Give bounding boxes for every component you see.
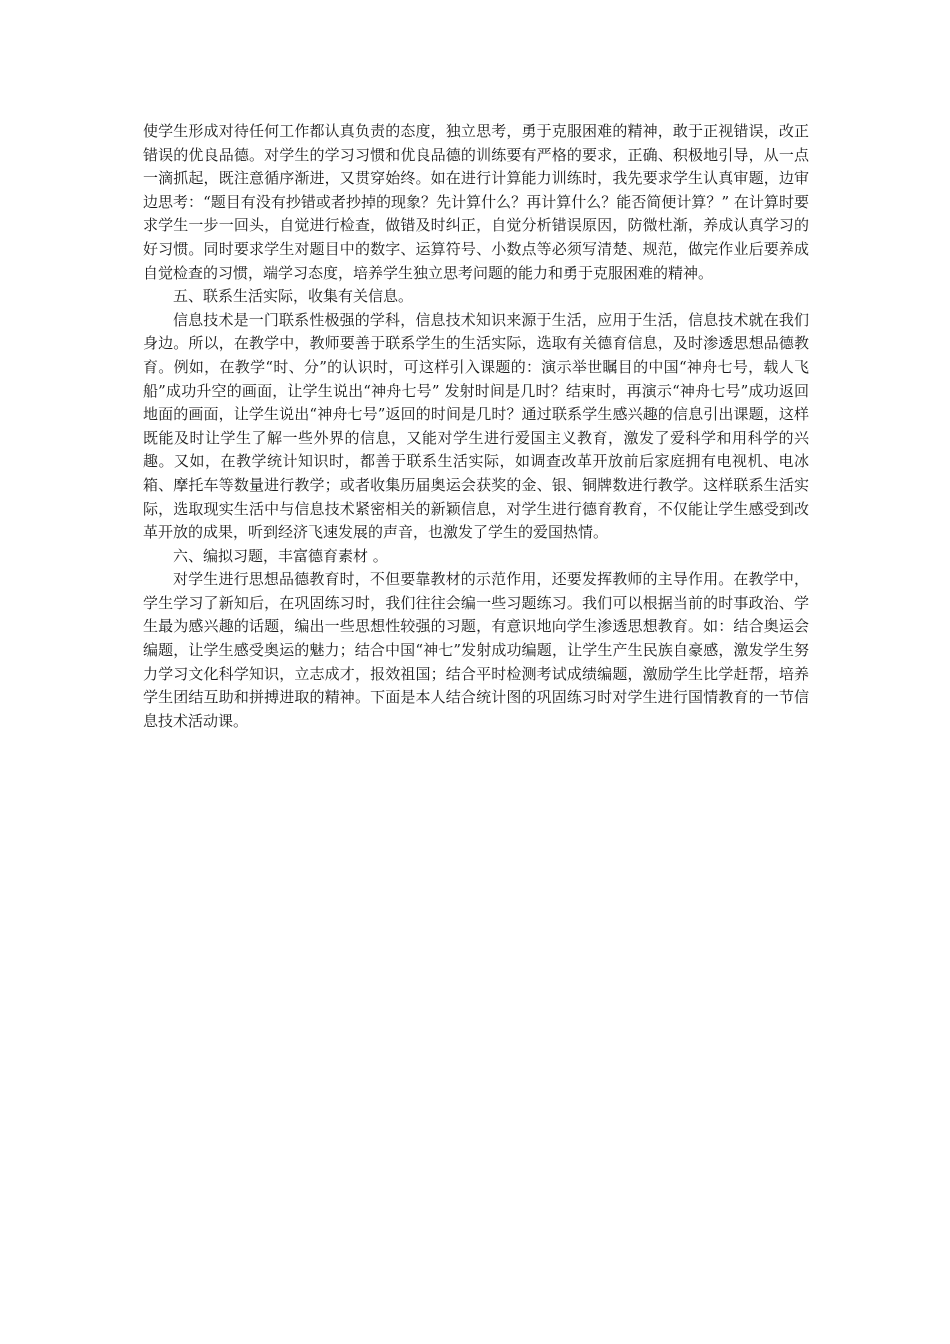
section-heading-5: 五、联系生活实际，收集有关信息。 <box>173 287 414 306</box>
paragraph-section-6: 对学生进行思想品德教育时，不但要靠教材的示范作用，还要发挥教师的主导作用。在教学中，学生学习了新知后，在巩固练习时，我们往往会编一些习题练习。我们可以根据当前的时事政治、学生最为感兴趣的话题，编出一些思想性较强的习题，有意识地向学生渗透思想教育。如：结合奥运会编题，让学生感受奥运的魅力；结合中国“神七”发射成功编题，让学生产生民族自豪感，激发学生努力学习文化科学知识，立志成才，报效祖国；结合平时检测考试成绩编题，激励学生比学赶帮，培养学生团结互助和拼搏进取的精神。下面是本人结合统计图的巩固练习时对学生进行国情教育的一节信息技术活动课。 <box>143 570 809 730</box>
document-page <box>143 120 809 733</box>
paragraph-continuation: 使学生形成对待任何工作都认真负责的态度，独立思考，勇于克服困难的精神，敢于正视错误，改正错误的优良品德。对学生的学习习惯和优良品德的训练要有严格的要求，正确、积极地引导，从一点一滴抓起，既注意循序渐进，又贯穿始终。如在进行计算能力训练时，我先要求学生认真审题，边审边思考：“题目有没有抄错或者抄掉的现象？先计算什么？再计算什么？能否简便计算？” 在计算时要求学生一步一回头，自觉进行检查，做错及时纠正，自觉分析错误原因，防微杜渐，养成认真学习的好习惯。同时要求学生对题目中的数字、运算符号、小数点等必须写清楚、规范，做完作业后要养成自觉检查的习惯，端学习态度，培养学生独立思考问题的能力和勇于克服困难的精神。 <box>143 122 809 282</box>
paragraph-section-5: 信息技术是一门联系性极强的学科，信息技术知识来源于生活，应用于生活，信息技术就在我们身边。所以，在教学中，教师要善于联系学生的生活实际，选取有关德育信息，及时渗透思想品德教育。例如，在教学“时、分”的认识时，可这样引入课题的：演示举世瞩目的中国“神舟七号，载人飞船”成功升空的画面，让学生说出“神舟七号” 发射时间是几时？结束时，再演示“神舟七号”成功返回地面的画面，让学生说出“神舟七号”返回的时间是几时？通过联系学生感兴趣的信息引出课题，这样既能及时让学生了解一些外界的信息，又能对学生进行爱国主义教育，激发了爱科学和用科学的兴趣。又如，在教学统计知识时，都善于联系生活实际，如调查改革开放前后家庭拥有电视机、电冰箱、摩托车等数量进行教学；或者收集历届奥运会获奖的金、银、铜牌数进行教学。这样联系生活实际，选取现实生活中与信息技术紧密相关的新颖信息，对学生进行德育教育，不仅能让学生感受到改革开放的成果，听到经济飞速发展的声音，也激发了学生的爱国热情。 <box>143 310 809 542</box>
section-heading-6: 六、编拟习题，丰富德育素材 。 <box>173 546 388 565</box>
